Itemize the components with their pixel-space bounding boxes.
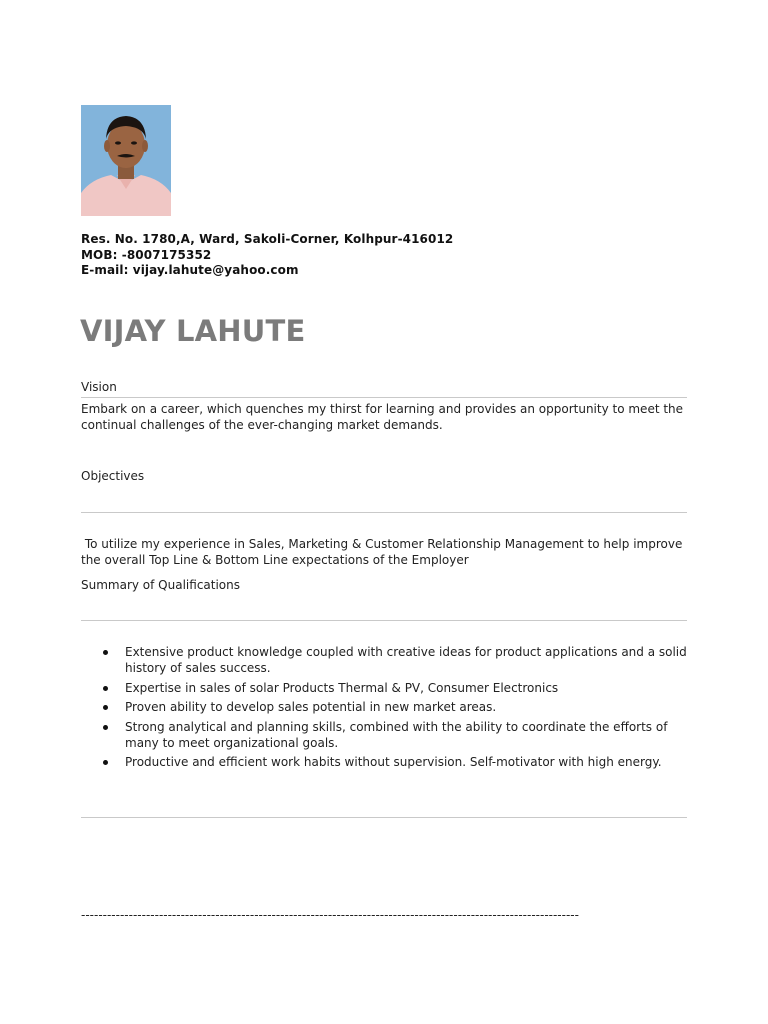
email-line: E-mail: vijay.lahute@yahoo.com — [81, 263, 299, 277]
vision-divider — [81, 397, 687, 398]
bottom-divider — [81, 817, 687, 818]
contact-block — [81, 232, 453, 279]
vision-text: Embark on a career, which quenches my thirst for learning and provides an opportunity to meet the continual challenges of the ever-changing market demands. — [81, 402, 684, 432]
bullet-icon — [103, 760, 108, 765]
list-item — [81, 680, 691, 696]
list-item — [81, 754, 691, 770]
list-item — [81, 644, 691, 676]
dashed-separator: ------------------------------------------------------------------------------------------------------------------- — [81, 908, 579, 922]
list-item-text: Proven ability to develop sales potential in new market areas. — [125, 700, 497, 714]
bullet-icon — [103, 686, 108, 691]
profile-photo — [81, 105, 171, 216]
list-item-text: Extensive product knowledge coupled with creative ideas for product applications and a solid history of sales success. — [125, 645, 687, 675]
qualifications-heading: Summary of Qualifications — [81, 578, 241, 592]
list-item-text: Expertise in sales of solar Products Thermal & PV, Consumer Electronics — [125, 680, 559, 695]
bullet-icon — [103, 705, 108, 710]
address-line: Res. No. 1780,A, Ward, Sakoli-Corner, Kolhpur-416012 — [81, 232, 454, 246]
candidate-name: VIJAY LAHUTE — [80, 314, 306, 348]
objectives-divider — [81, 512, 687, 513]
objectives-text: To utilize my experience in Sales, Marketing & Customer Relationship Management to help improve the overall Top Line & Bottom Line expectations of the Employer — [81, 537, 687, 567]
bullet-icon — [103, 725, 108, 730]
list-item — [81, 719, 691, 751]
list-item — [81, 699, 691, 715]
list-item-text: Strong analytical and planning skills, combined with the ability to coordinate the efforts of many to meet organizational goals. — [125, 719, 668, 750]
objectives-heading: Objectives — [81, 469, 145, 483]
bullet-icon — [103, 650, 108, 655]
qualifications-list — [81, 644, 691, 774]
mobile-line: MOB: -8007175352 — [81, 247, 212, 262]
qualifications-divider — [81, 620, 687, 621]
vision-heading: Vision — [81, 380, 117, 394]
list-item-text: Productive and efficient work habits without supervision. Self-motivator with high energy. — [125, 755, 662, 769]
